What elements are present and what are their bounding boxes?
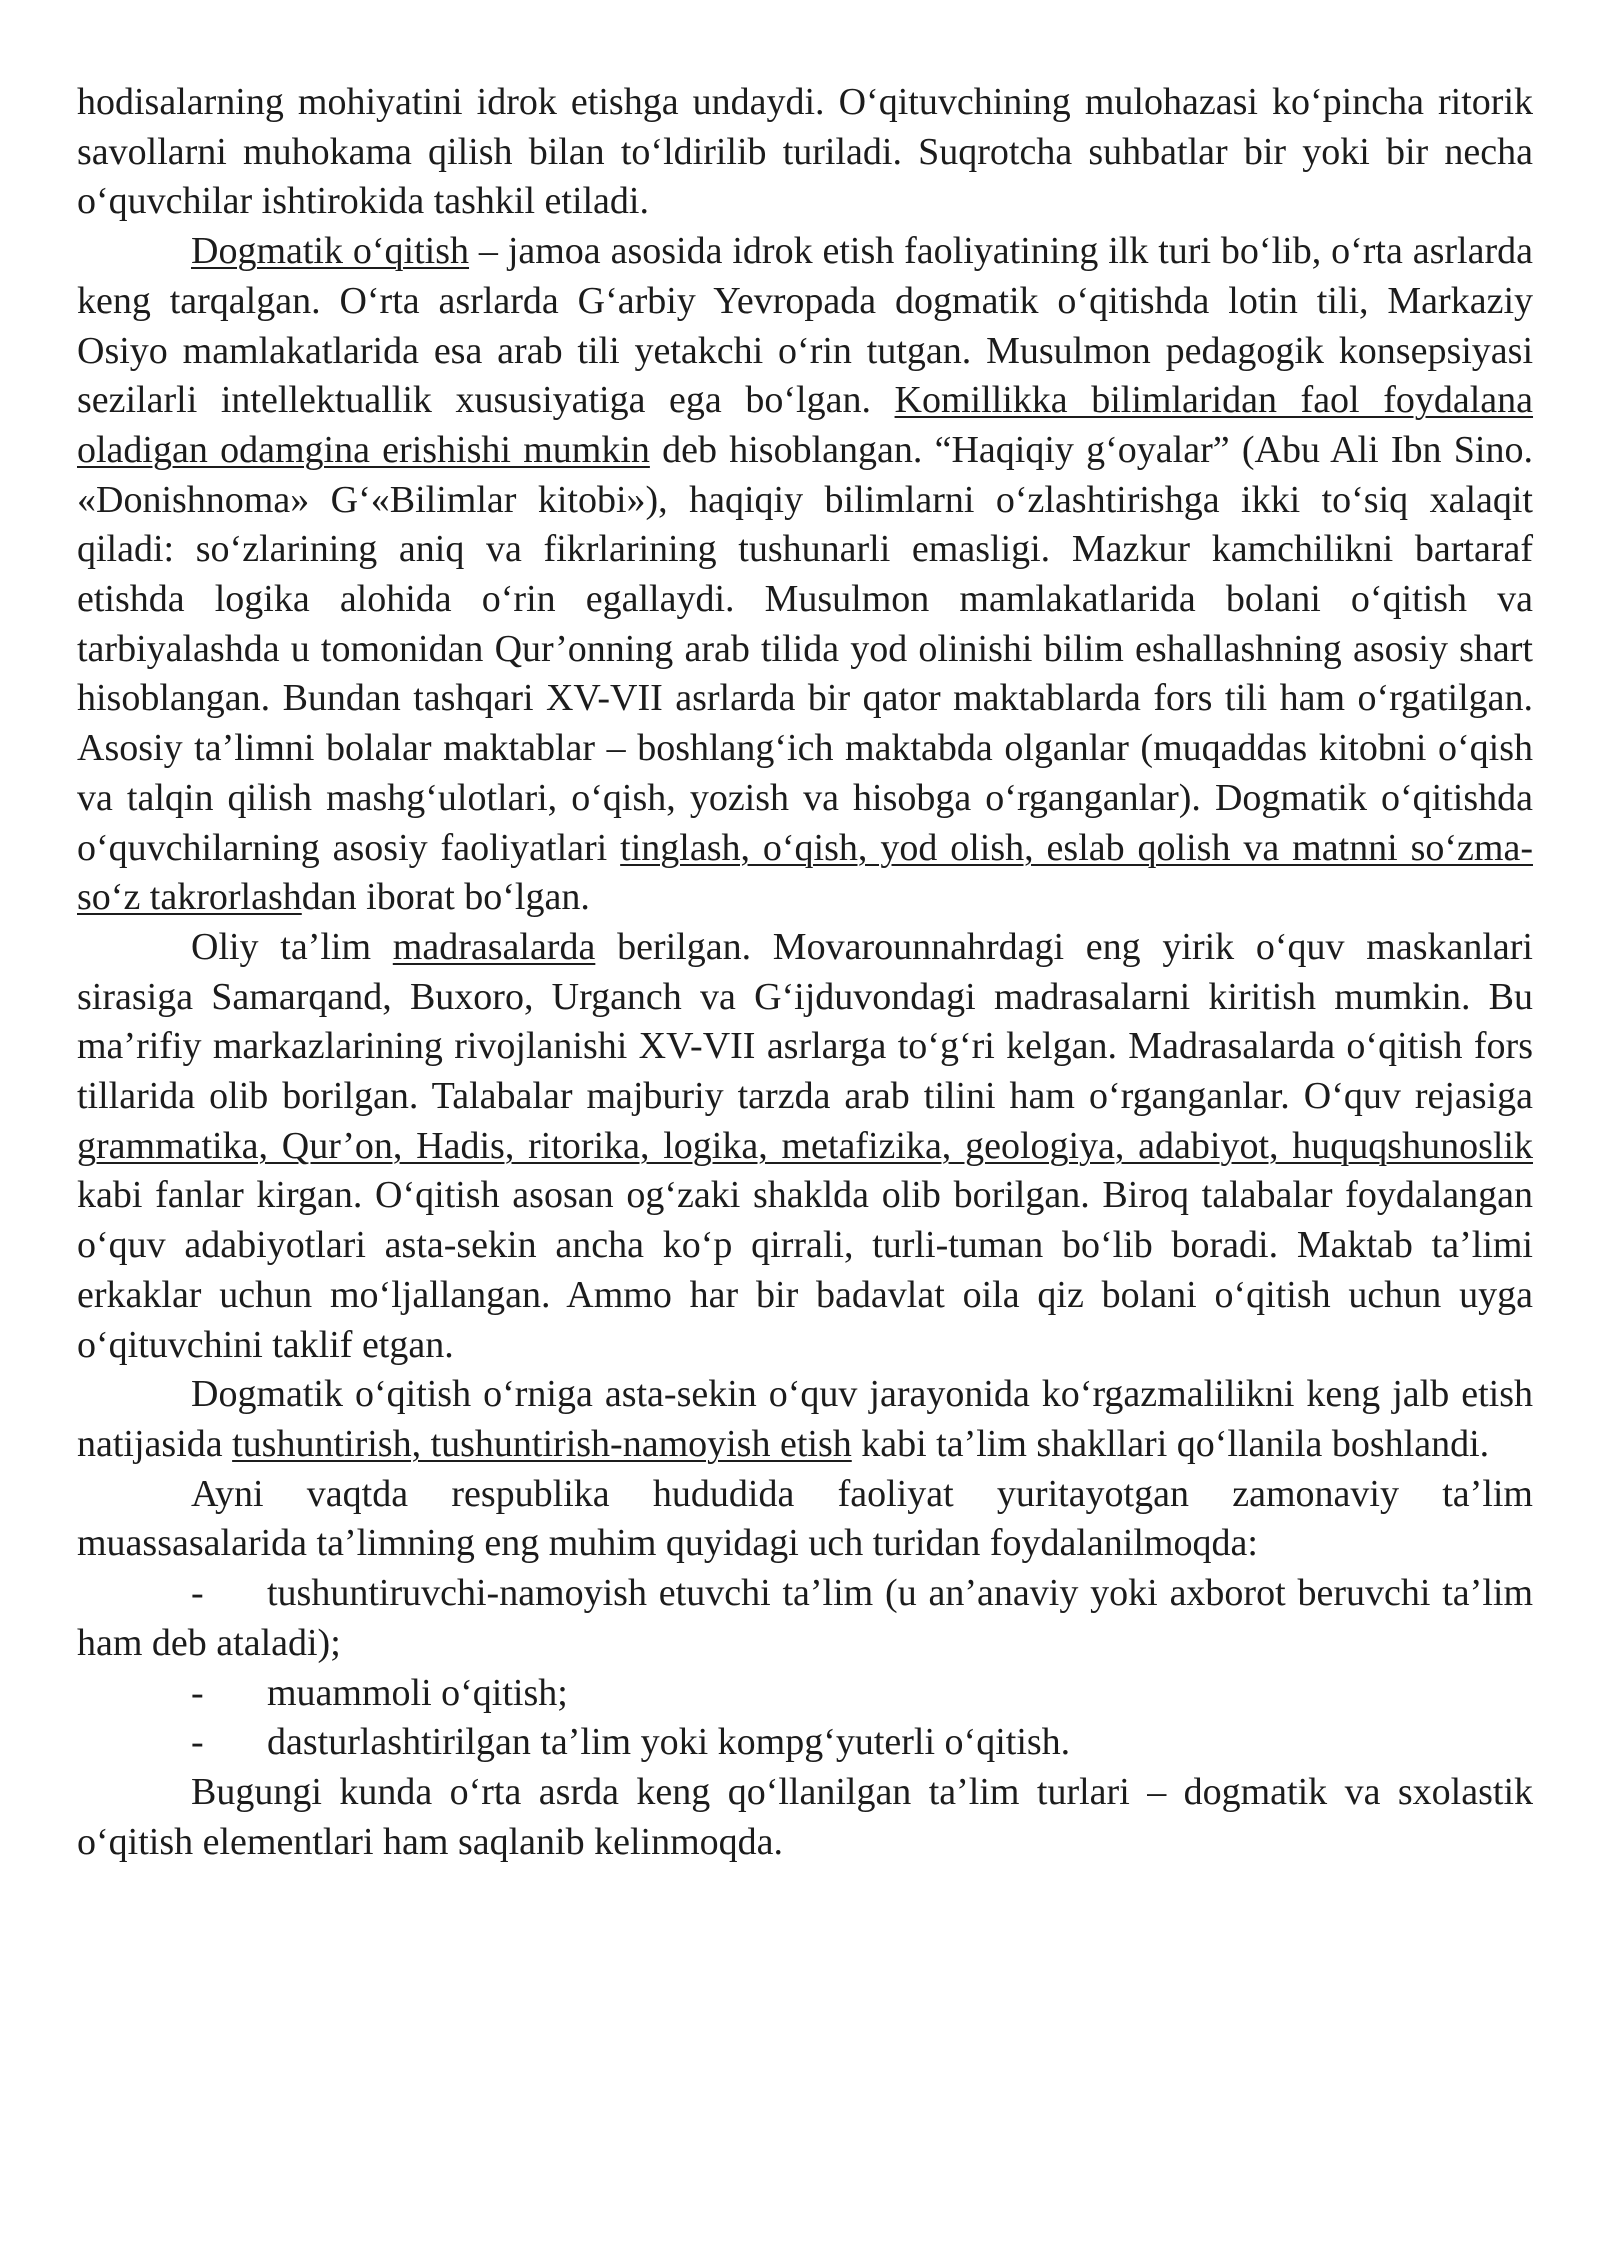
paragraph-1 bbox=[77, 78, 1533, 227]
underlined-phrase: Komillikka bilimlaridan faol foydalana oladigan odamgina erishishi mumkin bbox=[77, 379, 1534, 471]
list-item bbox=[77, 1669, 1533, 1719]
underlined-term: Dogmatik o‘qitish bbox=[191, 230, 470, 273]
underlined-term: madrasalarda bbox=[392, 925, 596, 968]
list-item-text: tushuntiruvchi-namoyish etuvchi ta’lim (u an’anaviy yoki axborot beruvchi ta’lim ham deb ataladi); bbox=[77, 1572, 1533, 1664]
text-run: – jamoa asosida idrok etish faoliyatining ilk turi bo‘lib, o‘rta asrlarda keng tarqalgan. O‘rta asrlarda G‘arbiy Yevropada dogmatik o‘qitishda lotin tili, Markaziy Osiyo mamlakatlarida esa arab tili yetakchi o‘rin tutgan. Musulmon pedagogik konsepsiyasi sezilarli intellektuallik xususiyatiga ega bo‘lgan. bbox=[77, 230, 1533, 422]
text-run: kabi fanlar kirgan. O‘qitish asosan og‘zaki shaklda olib borilgan. Biroq talabalar foydalangan o‘quv adabiyotlari asta-sekin ancha ko‘p qirrali, turli-tuman bo‘lib boradi. Maktab ta’limi erkaklar uchun mo‘ljallangan. Ammo har bir badavlat oila qiz bolani o‘qitish uchun uyga o‘qituvchini taklif etgan. bbox=[77, 1174, 1533, 1366]
text-run: Dogmatik o‘qitish o‘rniga asta-sekin o‘quv jarayonida ko‘rgazmalilikni keng jalb etish natijasida bbox=[77, 1373, 1533, 1465]
underlined-phrase: grammatika, Qur’on, Hadis, ritorika, logika, metafizika, geologiya, adabiyot, huquqshunoslik bbox=[77, 1124, 1533, 1167]
text-run: Ayni vaqtda respublika hududida faoliyat yuritayotgan zamonaviy ta’lim muassasalarida ta’limning eng muhim quyidagi uch turidan foydalanilmoqda: bbox=[77, 1472, 1533, 1565]
text-run: kabi ta’lim shakllari qo‘llanila boshlandi. bbox=[851, 1422, 1490, 1465]
list-item-text: dasturlashtirilgan ta’lim yoki kompg‘yuterli o‘qitish. bbox=[267, 1721, 1071, 1764]
list-marker: - bbox=[191, 1721, 204, 1764]
closing-paragraph bbox=[77, 1768, 1533, 1867]
list-item-text: muammoli o‘qitish; bbox=[267, 1671, 568, 1714]
list-item bbox=[77, 1569, 1533, 1668]
text-run: dan iborat bo‘lgan. bbox=[301, 876, 590, 919]
text-run: deb hisoblangan. “Haqiqiy g‘oyalar” (Abu Ali Ibn Sino. «Donishnoma» G‘«Bilimlar kitobi»), haqiqiy bilimlarni o‘zlashtirishga ikki to‘siq xalaqit qiladi: so‘zlarining aniq va fikrlarining tushunarli emasligi. Mazkur kamchilikni bartaraf etishda logika alohida o‘rin egallaydi. Musulmon mamlakatlarida bolani o‘qitish va tarbiyalashda u tomonidan Qur’onning arab tilida yod olinishi bilim eshallashning asosiy shart hisoblangan. Bundan tashqari XV-VII asrlarda bir qator maktablarda fors tili ham o‘rgatilgan. Asosiy ta’limni bolalar maktablar – boshlang‘ich maktabda olganlar (muqaddas kitobni o‘qish va talqin qilish mashg‘ulotlari, o‘qish, yozish va hisobga o‘rganganlar). Dogmatik o‘qitishda o‘quvchilarning asosiy faoliyatlari bbox=[77, 428, 1533, 869]
paragraph-5 bbox=[77, 1470, 1533, 1569]
list-marker: - bbox=[191, 1671, 204, 1714]
underlined-phrase: tushuntirish, tushuntirish-namoyish etish bbox=[232, 1422, 852, 1465]
list-item bbox=[77, 1718, 1533, 1768]
text-run: hodisalarning mohiyatini idrok etishga undaydi. O‘qituvchining mulohazasi ko‘pincha ritorik savollarni muhokama qilish bilan to‘ldirilib turiladi. Suqrotcha suhbatlar bir yoki bir necha o‘quvchilar ishtirokida tashkil etiladi. bbox=[77, 81, 1533, 223]
text-run: Oliy ta’lim bbox=[191, 925, 393, 968]
underlined-phrase: tinglash, o‘qish, yod olish, eslab qolish va matnni so‘zma-so‘z takrorlash bbox=[77, 826, 1533, 919]
list-marker: - bbox=[191, 1572, 204, 1615]
paragraph-3 bbox=[77, 923, 1533, 1370]
text-run: berilgan. Movarounnahrdagi eng yirik o‘quv maskanlari sirasiga Samarqand, Buxoro, Urganch va G‘ijduvondagi madrasalarni kiritish mumkin. Bu ma’rifiy markazlarining rivojlanishi XV-VII asrlarga to‘g‘ri kelgan. Madrasalarda o‘qitish fors tillarida olib borilgan. Talabalar majburiy tarzda arab tilini ham o‘rganganlar. O‘quv rejasiga bbox=[77, 925, 1533, 1118]
paragraph-4 bbox=[77, 1370, 1533, 1469]
paragraph-2 bbox=[77, 227, 1533, 923]
text-run: Bugungi kunda o‘rta asrda keng qo‘llanilgan ta’lim turlari – dogmatik va sxolastik o‘qitish elementlari ham saqlanib kelinmoqda. bbox=[77, 1770, 1533, 1863]
